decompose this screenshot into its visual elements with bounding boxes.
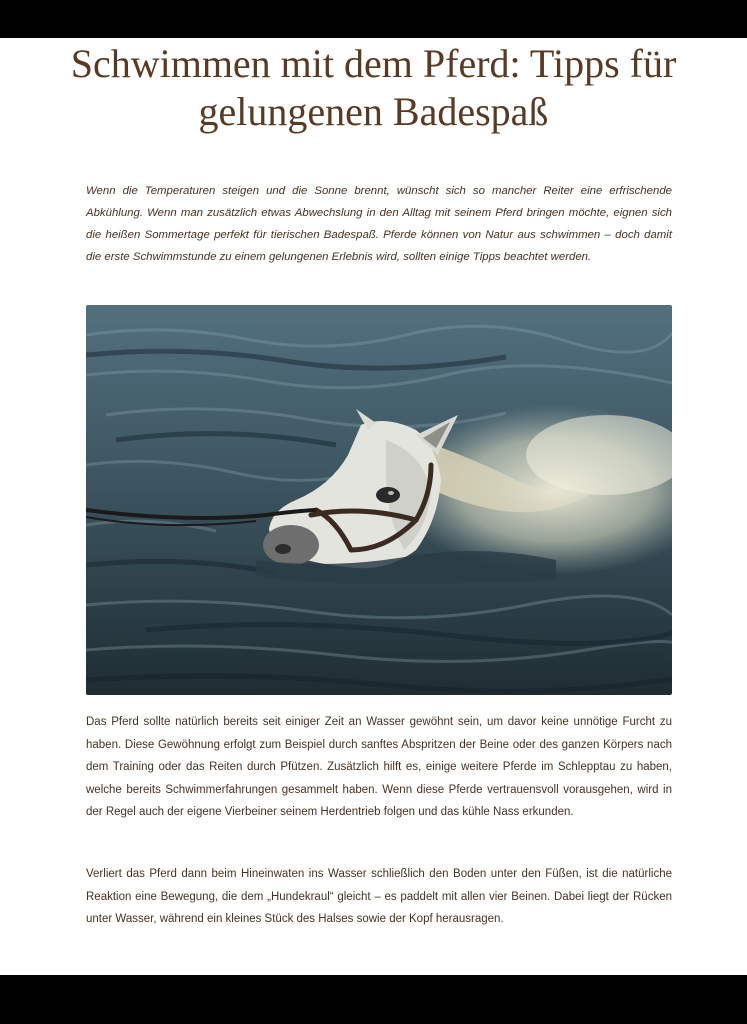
swimming-horse-photo [86,305,672,695]
article-title: Schwimmen mit dem Pferd: Tipps für gelungenen Badespaß [70,41,677,134]
article-paragraph: Verliert das Pferd dann beim Hineinwaten ins Wasser schließlich den Boden unter den Füßen, ist die natürliche Reaktion eine Bewegung, die dem „Hundekraul“ gleicht – es paddelt mit allen vier Beinen. Dabei liegt der Rücken unter Wasser, während ein kleines Stück des Halses sowie der Kopf herausragen. [86,868,672,925]
article-page [0,38,747,975]
article-paragraph: Das Pferd sollte natürlich bereits seit einiger Zeit an Wasser gewöhnt sein, um davor keine unnötige Furcht zu haben. Diese Gewöhnung erfolgt zum Beispiel durch sanftes Abspritzen der Beine oder des ganzen Körpers nach dem Training oder das Reiten durch Pfützen. Zusätzlich hilft es, einige weitere Pferde im Schlepptau zu haben, welche bereits Schwimmerfahrungen gesammelt haben. Wenn diese Pferde vertrauensvoll vorausgehen, wird in der Regel auch der eigene Vierbeiner seinem Herdentrieb folgen und das kühle Nass erkunden. [86,716,672,818]
bottom-black-bar [0,975,747,1024]
article-intro: Wenn die Temperaturen steigen und die Sonne brennt, wünscht sich so mancher Reiter eine erfrischende Abkühlung. Wenn man zusätzlich etwas Abwechslung in den Alltag mit seinem Pferd bringen möchte, eignen sich die heißen Sommertage perfekt für tierischen Badespaß. Pferde können von Natur aus schwimmen – doch damit die erste Schwimmstunde zu einem gelungenen Erlebnis wird, sollten einige Tipps beachtet werden. [86,185,672,263]
top-black-bar [0,0,747,38]
